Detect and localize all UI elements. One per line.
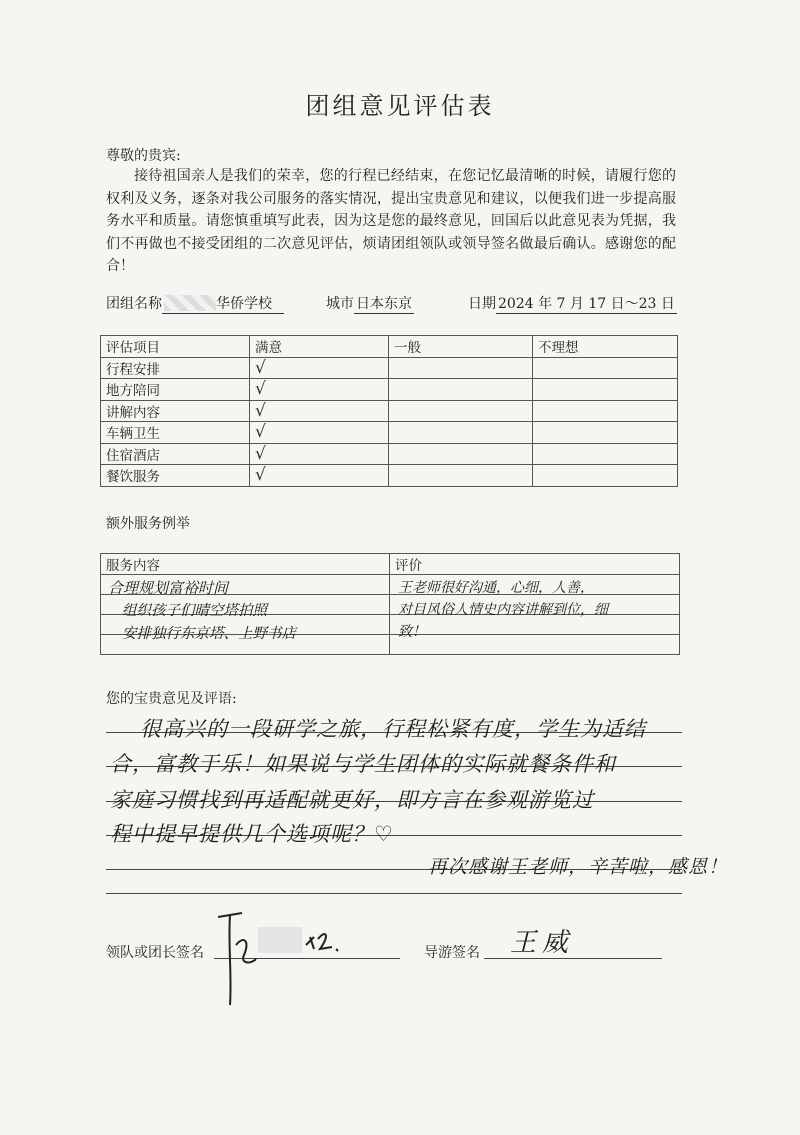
group-name-field [106,293,284,314]
table-row [101,379,678,401]
evaluation-header-row [101,336,678,358]
opinion-title: 您的宝贵意见及评语: [106,691,237,707]
leader-signature-label: 领队或团长签名 [106,945,204,961]
city-field [326,293,414,314]
opinion-line: 程中提早提供几个选项呢？♡ [110,822,394,846]
table-row [101,400,678,422]
city-value: 日本东京 [354,293,414,314]
review-line: 致！ [398,624,426,640]
header-service-content: 服务内容 [101,554,390,575]
table-row [101,422,678,444]
guide-signature-label: 导游签名 [424,945,480,961]
date-value: 2024 年 7 月 17 日～23 日 [496,293,677,314]
group-name-label: 团组名称 [106,296,162,312]
service-content-line: 组织孩子们晴空塔拍照 [122,603,267,619]
opinion-line: 合，富教于乐！如果说与学生团体的实际就餐条件和 [110,752,616,776]
leader-signature-image [210,905,350,1010]
extra-services-title: 额外服务例举 [106,516,190,532]
group-name-value: 华侨学校 [216,296,272,312]
table-row [101,465,678,487]
evaluation-table [100,335,678,487]
service-header-row [101,554,680,575]
opinion-line: 再次感谢王老师，辛苦啦，感恩！ [428,856,729,878]
city-label: 城市 [326,296,354,312]
date-label: 日期 [468,296,496,312]
row-item: 讲解内容 [101,400,250,422]
review-line: 王老师很好沟通，心细，人善， [398,580,594,596]
check-mark: √ [250,400,389,422]
row-item: 餐饮服务 [101,465,250,487]
header-average: 一般 [389,336,533,358]
check-mark: √ [250,357,389,379]
header-unsatisfied: 不理想 [533,336,678,358]
review-line: 对目风俗人情史内容讲解到位，细 [398,602,608,618]
row-item: 行程安排 [101,357,250,379]
table-row [101,443,678,465]
check-mark: √ [250,422,389,444]
row-item: 地方陪同 [101,379,250,401]
greeting: 尊敬的贵宾: [106,148,181,164]
service-content-line: 合理规划富裕时间 [108,579,229,597]
form-title: 团组意见评估表 [305,92,495,120]
check-mark: √ [250,379,389,401]
table-row [101,357,678,379]
opinion-line: 家庭习惯找到再适配就更好，即方言在参观游览过 [110,788,594,812]
group-name-value-line [162,293,284,314]
redacted-block [164,295,216,311]
guide-signature: 王威 [510,928,575,958]
header-satisfied: 满意 [250,336,389,358]
opinion-line: 很高兴的一段研学之旅，行程松紧有度，学生为适结 [140,717,646,741]
ruled-line [106,893,682,894]
check-mark: √ [250,443,389,465]
header-review: 评价 [390,554,680,575]
intro-paragraph: 接待祖国亲人是我们的荣幸，您的行程已经结束，在您记忆最清晰的时候，请履行您的权利及义务，逐条对我公司服务的落实情况，提出宝贵意见和建议，以便我们进一步提高服务水平和质量。请您慎重填写此表，因为这是您的最终意见，回国后以此意见表为凭据，我们不再做也不接受团组的二次意见评估，烦请团组领队或领导签名做最后确认。感谢您的配合！ [106,168,676,274]
row-item: 住宿酒店 [101,443,250,465]
service-content-line: 安排独行东京塔、上野书店 [122,626,296,642]
date-field [468,293,677,314]
row-item: 车辆卫生 [101,422,250,444]
header-item: 评估项目 [101,336,250,358]
check-mark: √ [250,465,389,487]
